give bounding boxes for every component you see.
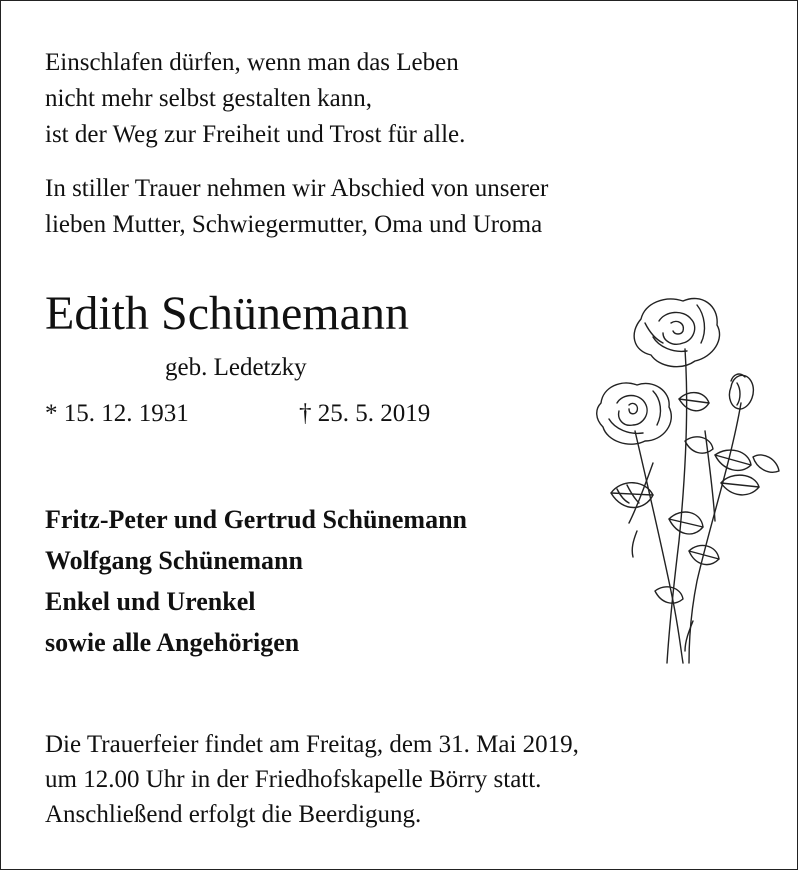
intro-line: In stiller Trauer nehmen wir Abschied von unserer bbox=[45, 175, 549, 202]
funeral-line: um 12.00 Uhr in der Friedhofskapelle Börry statt. bbox=[45, 766, 542, 793]
mourner-line: Wolfgang Schünemann bbox=[45, 546, 303, 575]
verse-line: ist der Weg zur Freiheit und Trost für alle. bbox=[45, 121, 466, 148]
verse-line: Einschlafen dürfen, wenn man das Leben bbox=[45, 49, 459, 76]
birth-date: * 15. 12. 1931 bbox=[45, 400, 189, 427]
mourner-line: Enkel und Urenkel bbox=[45, 587, 256, 616]
maiden-name: geb. Ledetzky bbox=[165, 354, 307, 381]
intro-text bbox=[45, 171, 548, 243]
verse-line: nicht mehr selbst gestalten kann, bbox=[45, 85, 373, 112]
mourner-line: Fritz-Peter und Gertrud Schünemann bbox=[45, 505, 467, 534]
mourners-list bbox=[45, 499, 467, 663]
death-date: † 25. 5. 2019 bbox=[299, 400, 431, 427]
funeral-line: Anschließend erfolgt die Beerdigung. bbox=[45, 801, 422, 828]
roses-icon bbox=[593, 291, 783, 671]
deceased-name: Edith Schünemann bbox=[45, 287, 409, 340]
intro-line: lieben Mutter, Schwiegermutter, Oma und Uroma bbox=[45, 211, 543, 238]
funeral-info bbox=[45, 727, 579, 832]
verse bbox=[45, 45, 465, 153]
funeral-line: Die Trauerfeier findet am Freitag, dem 31. Mai 2019, bbox=[45, 731, 579, 758]
mourner-line: sowie alle Angehörigen bbox=[45, 628, 300, 657]
